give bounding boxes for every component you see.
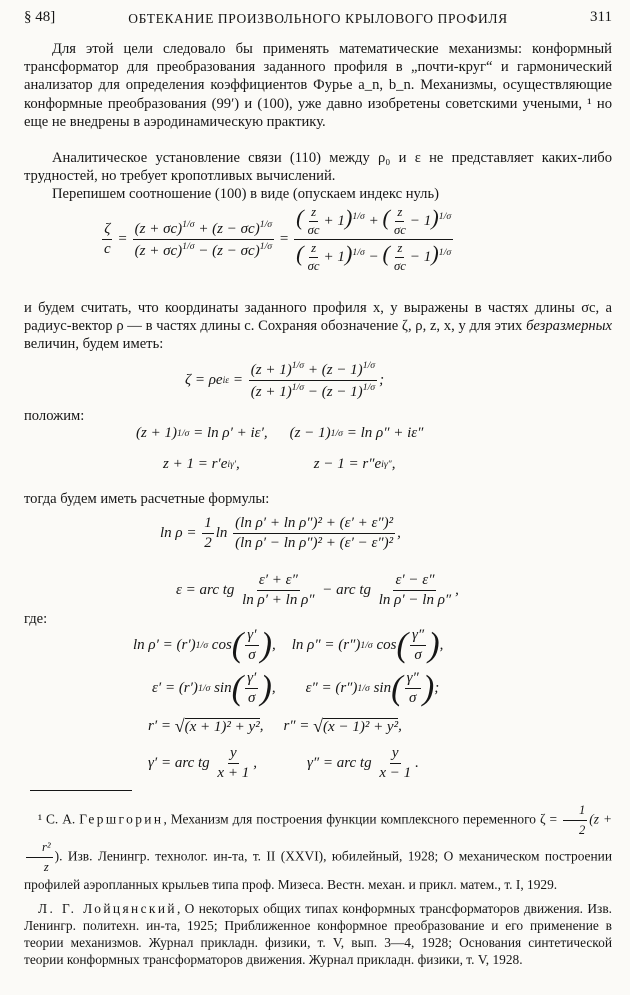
page-title: ОБТЕКАНИЕ ПРОИЗВОЛЬНОГО КРЫЛОВОГО ПРОФИЛЯ — [128, 11, 508, 26]
label-togda: тогда будем иметь расчетные формулы: — [24, 491, 270, 507]
equation-z-polar: z + 1 = r′e iγ′ , z − 1 = r″e iγ″ , — [163, 456, 396, 472]
equation-epsilon-prime: ε′ = (r′) 1/σ sin ( $\frac{\gamma'}{\sigma}$ ) , ε″ = (r″) 1/σ sin ( $\frac{\gamma''}{\sigma}$ ) ; — [152, 669, 440, 708]
footnote-rule — [30, 790, 132, 791]
equation-gamma: γ′ = arc tg $\frac{y}{x + 1}$ , γ″ = arc tg $\frac{y}{x - 1}$ . — [148, 745, 419, 781]
footnote-2: Л. Г. Лойцянский, О некоторых общих типах конформных трансформаторов движения. Изв. Ленингр. политехн. ин-та, 1925; Приближенное конформное преобразование и его применение в теории механизмов. Журнал прикладн. физики, т. V, вып. 3—4, 1928; Основания синтетической теории конформных трансформаторов движения. Журнал прикладн. физики, т. V, 1928. — [24, 901, 612, 967]
label-gde: где: — [24, 611, 48, 627]
equation-ln-rho-prime: ln ρ′ = (r′) 1/σ cos ( $\frac{\gamma'}{\sigma}$ ) , ln ρ″ = (r″) 1/σ cos ( $\frac{\gamma''}{\sigma}$ ) , — [133, 626, 444, 665]
running-header — [24, 9, 612, 33]
label-polozhim: положим: — [24, 408, 85, 424]
paragraph-3: Перепишем соотношение (100) в виде (опускаем индекс нуль) — [52, 186, 439, 202]
equation-ln-rho: ln ρ = $\frac{1}{2}$ ln $\frac{\text{(ln ρ′ + ln ρ″)² + (ε′ + ε″)²}}{\text{(ln ρ′ − ln ρ″)² + (ε′ − ε″)²}}$ , — [160, 515, 401, 551]
equation-epsilon: ε = arc tg $\frac{\varepsilon' + \varepsilon''}{\text{ln ρ′ + ln ρ″}}$ − arc tg $\frac{\varepsilon' - \varepsilon''}{\text{ln ρ′ − ln ρ″}}$ , — [176, 572, 459, 608]
footnote-1: ¹ С. А. Гершгорин, Механизм для построения функции комплексного переменного ζ = $\frac{1}{2}$ (z + $\frac{\text{r²}}{z}$ ). Изв. Ленингр. технолог. ин-та, т. II (XXVI), юбилейный, 1928; О механическом построении профилей аэропланных крыльев типа проф. Мизеса. Вестн. механ. и прикл. матем., т. I, 1929. — [24, 803, 612, 892]
equation-zeta-rho: ζ = ρe iε = $\frac{(z + 1)^{1/\sigma} + (z - 1)^{1/\sigma}}{(z + 1)^{1/\sigma} - (z - 1)^{1/\sigma}}$ ; — [185, 360, 385, 400]
paragraph-1: Для этой цели следовало бы применять математические механизмы: конформный трансформатор для преобразования заданного профиля в „почти-круг“ и гармонический анализатор для определения коэффициентов Фурье a_n, b_n. Механизмы, осуществляющие конформные преобразования (99′) и (100), уже давно изобретены советскими учеными, ¹ но еще не внедрены в аэродинамическую практику. — [24, 41, 612, 130]
paragraph-2: Аналитическое установление связи (110) между ρ₀ и ε не представляет каких-либо трудностей, но требует кропотливых вычислений. — [24, 150, 612, 185]
equation-zeta-c: $\frac{\zeta}{c}$ = $\frac{(z + \sigma c)^{1/\sigma} + (z - \sigma c)^{1/\sigma}}{(z + \sigma c)^{1/\sigma} - (z - \sigma c)^{1/\sigma}}$ = ( $\frac{z}{\sigma c}$ + 1)$^{1/\sigma}$ + ( $\frac{z}{\sigma c}$ − 1)$^{1/\sigma}$ ( $\frac{z}{\sigma c}$ + 1)$^{1/\sigma}$ − ( $\frac{z}{\sigma c}$ − 1)$^{1/\sigma}$ — [104, 204, 452, 273]
equation-r-prime: r′ = √ (x + 1)² + y² , r″ = √ (x − 1)² + y² , — [148, 716, 402, 736]
page-number: 311 — [590, 9, 612, 25]
equation-log-z: (z + 1) 1/σ = ln ρ′ + iε′, (z − 1) 1/σ = ln ρ″ + iε″ — [136, 425, 424, 441]
section-number: § 48] — [24, 9, 56, 25]
paragraph-4: и будем считать, что координаты заданного профиля x, y выражены в частях длины σc, а радиус-вектор ρ — в частях длины c. Сохраняя обозначение ζ, ρ, z, x, y для этих безразмерных величин, будем иметь: — [24, 300, 612, 353]
